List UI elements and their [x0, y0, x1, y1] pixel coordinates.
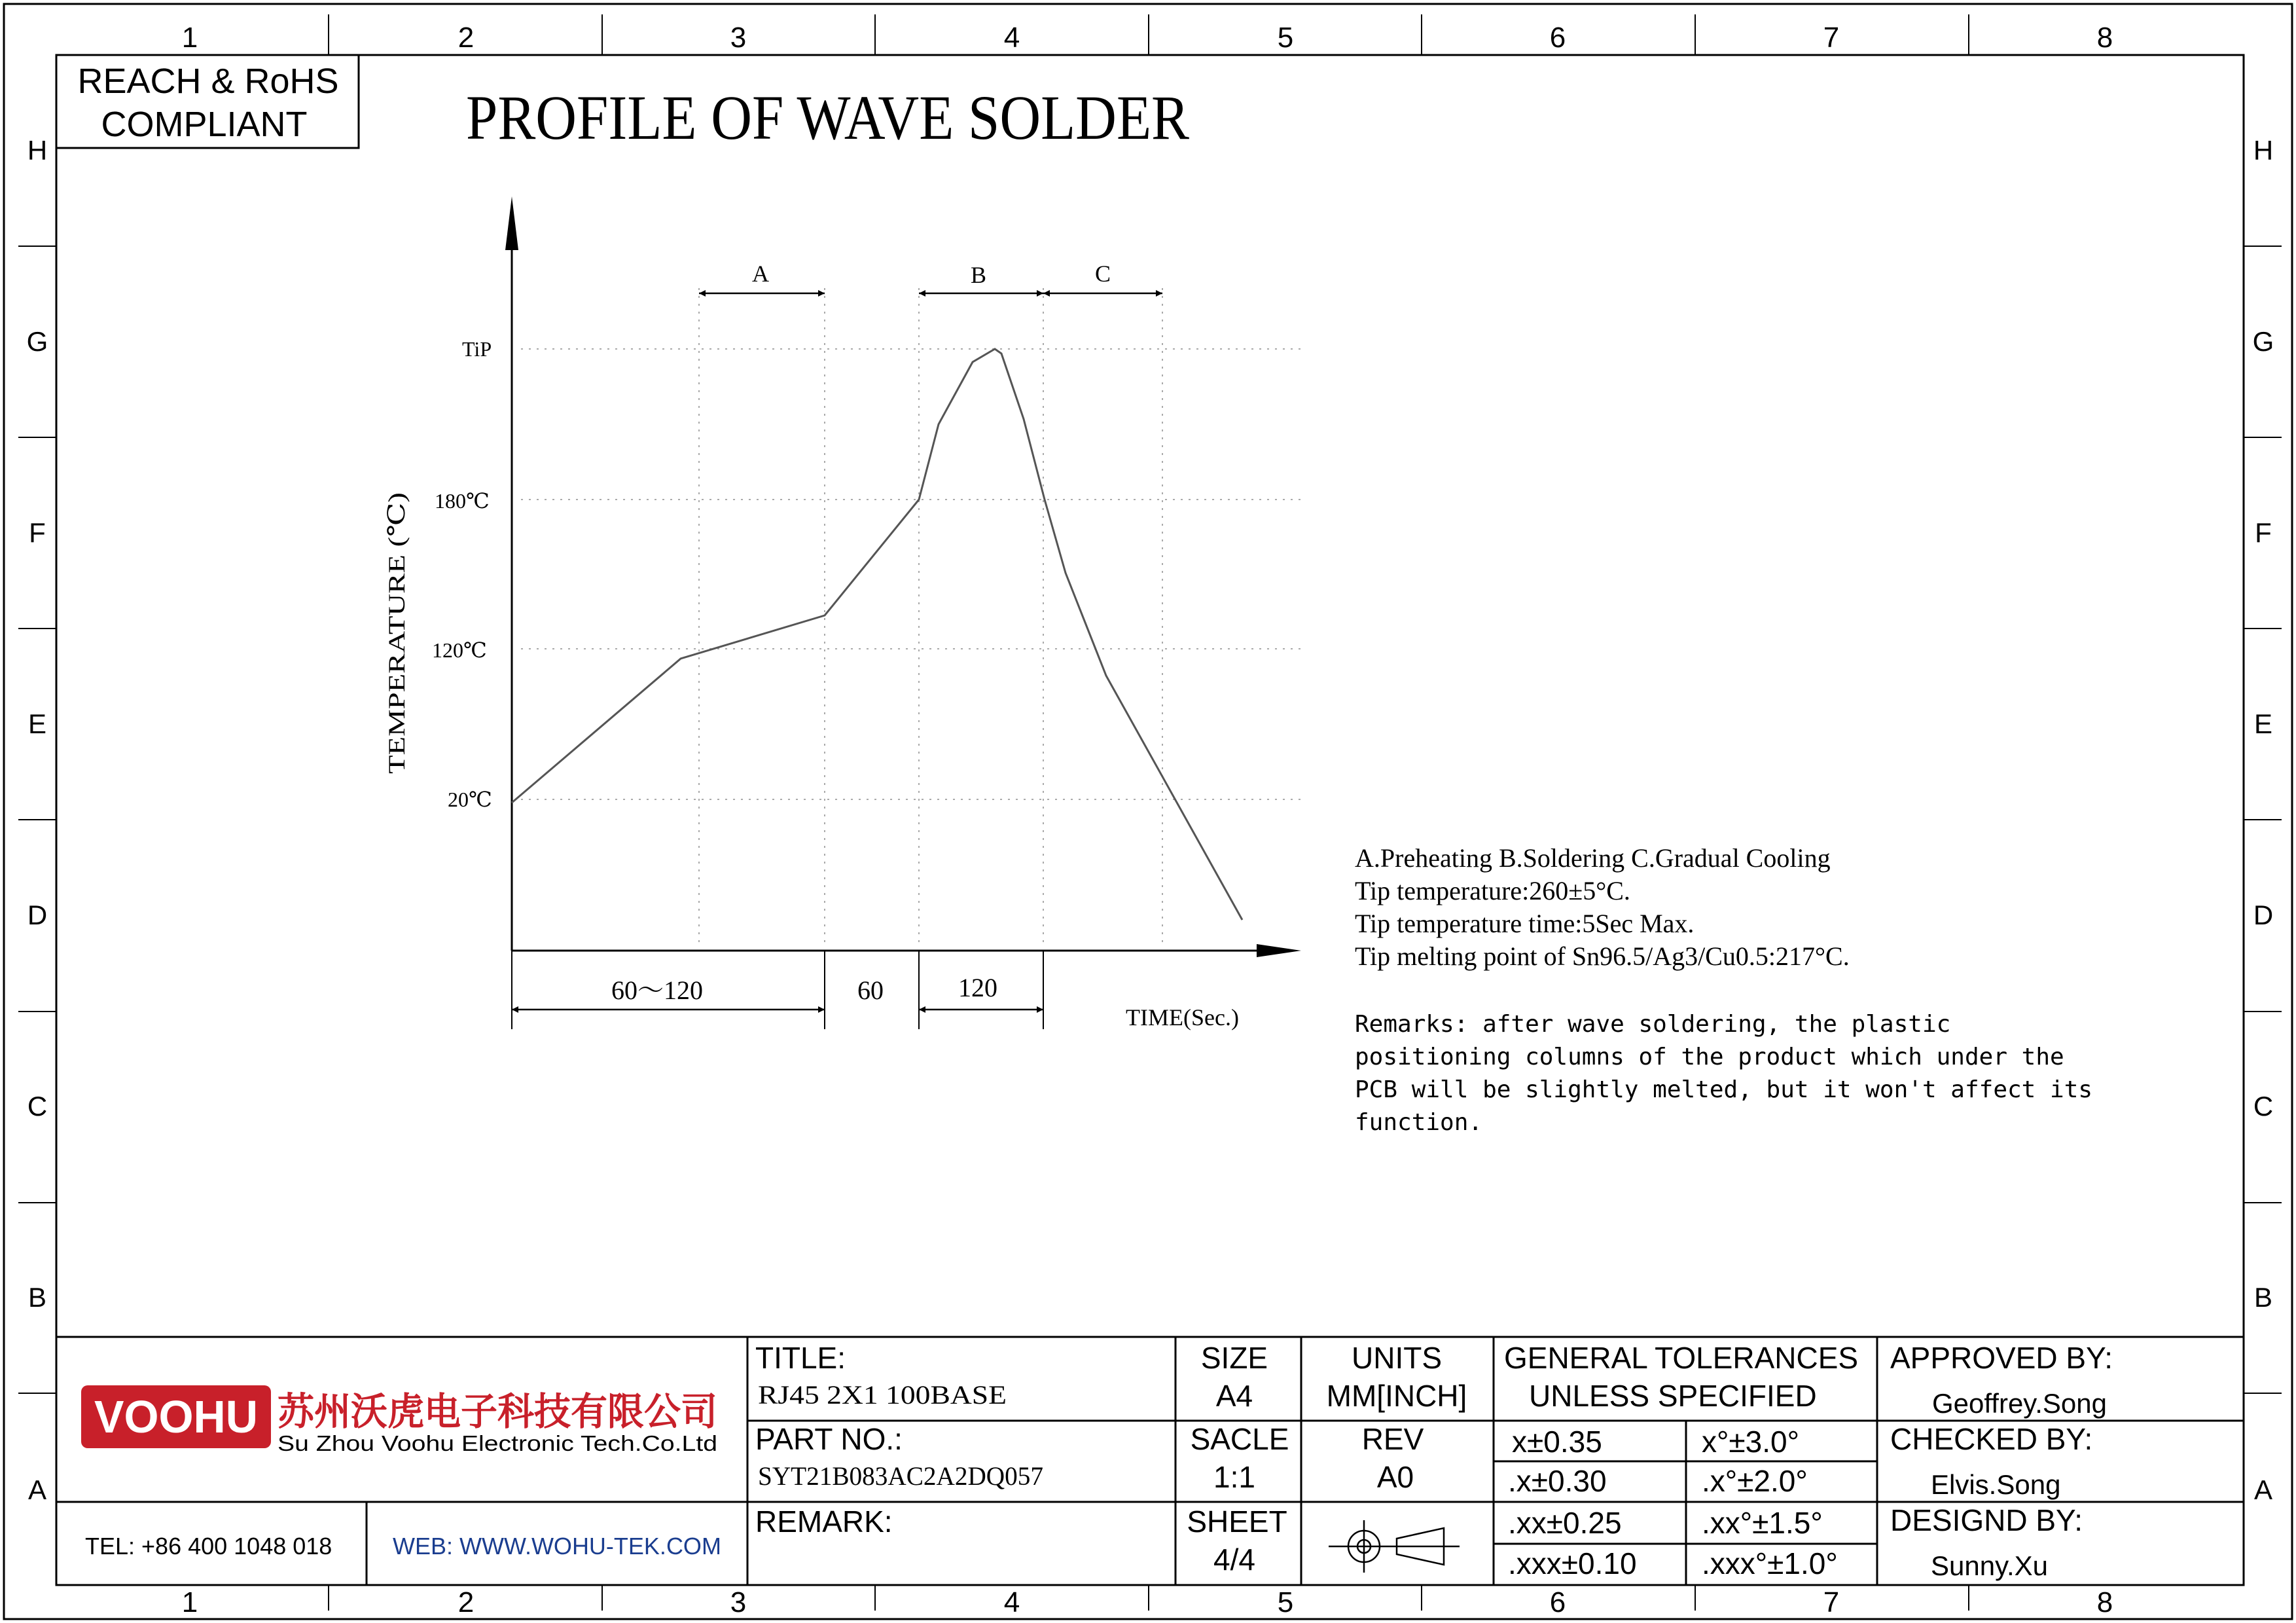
column-label-top: 4 [1003, 22, 1020, 54]
column-label-top: 1 [181, 22, 198, 54]
phase-label-a: A [752, 261, 769, 287]
tolerance-linear: .xx±0.25 [1508, 1506, 1622, 1540]
tolerance-angular: .x°±2.0° [1702, 1464, 1808, 1498]
remark-line: function. [1355, 1109, 1483, 1136]
tolerance-linear: x±0.35 [1512, 1425, 1602, 1459]
row-label-left: C [27, 1091, 48, 1122]
column-label-bottom: 2 [457, 1586, 475, 1618]
column-label-bottom: 8 [2096, 1586, 2113, 1618]
x-axis-arrowhead [1257, 944, 1301, 957]
units-value: MM[INCH] [1326, 1379, 1467, 1413]
y-axis-label: TEMPERATURE (℃) [384, 556, 410, 774]
column-label-top: 6 [1549, 22, 1566, 54]
column-label-bottom: 4 [1003, 1586, 1020, 1618]
remark-line: PCB will be slightly melted, but it won't affect its [1355, 1076, 2093, 1103]
note-line: Tip temperature time:5Sec Max. [1355, 909, 1695, 938]
column-label-bottom: 5 [1277, 1586, 1294, 1618]
column-label-top: 3 [730, 22, 747, 54]
size-label: SIZE [1200, 1341, 1268, 1375]
column-label-bottom: 1 [181, 1586, 198, 1618]
tolerance-title: GENERAL TOLERANCES [1504, 1341, 1859, 1375]
column-label-bottom: 3 [730, 1586, 747, 1618]
title-block [56, 1337, 2244, 1585]
checked-by-label: CHECKED BY: [1890, 1422, 2093, 1456]
logo-text: VOOHU [94, 1391, 258, 1442]
note-line: Tip temperature:260±5°C. [1355, 876, 1630, 905]
y-tick-label: TiP [462, 337, 492, 361]
designed-by-name: Sunny.Xu [1931, 1550, 2049, 1581]
drawing-frame [4, 4, 2292, 1619]
remarks [1355, 1011, 2092, 1136]
x-axis-label: TIME(Sec.) [1126, 1004, 1239, 1030]
y-tick-label: 20℃ [448, 788, 492, 811]
note-line: Tip melting point of Sn96.5/Ag3/Cu0.5:217°C. [1355, 941, 1850, 971]
part-number-value: SYT21B083AC2A2DQ057 [758, 1461, 1043, 1491]
row-label-right: G [2252, 326, 2274, 357]
remark-line: Remarks: after wave soldering, the plastic [1355, 1011, 1951, 1038]
time-segment-label: 60～120 [611, 976, 703, 1005]
sheet-label: SHEET [1187, 1504, 1287, 1539]
y-tick-label: 180℃ [435, 489, 490, 513]
approved-by-name: Geoffrey.Song [1932, 1388, 2107, 1419]
row-label-right: A [2253, 1474, 2273, 1505]
title-label: TITLE: [755, 1341, 846, 1375]
row-label-left: A [27, 1474, 47, 1505]
tolerance-subtitle: UNLESS SPECIFIED [1529, 1379, 1817, 1413]
sheet-value: 4/4 [1213, 1542, 1255, 1577]
title-value: RJ45 2X1 100BASE [758, 1380, 1007, 1410]
row-label-left: F [29, 517, 46, 548]
checked-by-name: Elvis.Song [1931, 1469, 2061, 1500]
column-label-top: 8 [2096, 22, 2113, 54]
scale-label: SACLE [1190, 1422, 1289, 1456]
row-label-right: H [2253, 135, 2274, 166]
company-phone: TEL: +86 400 1048 018 [85, 1533, 332, 1559]
column-label-bottom: 6 [1549, 1586, 1566, 1618]
chart-grid [521, 288, 1302, 943]
part-number-label: PART NO.: [755, 1422, 903, 1456]
row-label-left: G [26, 326, 48, 357]
note-line: A.Preheating B.Soldering C.Gradual Cooling [1355, 843, 1831, 873]
column-label-bottom: 7 [1823, 1586, 1840, 1618]
scale-value: 1:1 [1213, 1460, 1255, 1494]
remark-label: REMARK: [755, 1504, 893, 1539]
row-label-right: F [2255, 517, 2272, 548]
company-website[interactable]: WEB: WWW.WOHU-TEK.COM [393, 1533, 721, 1559]
phase-label-c: C [1094, 261, 1111, 287]
tolerance-angular: .xx°±1.5° [1702, 1506, 1823, 1540]
revision-label: REV [1361, 1422, 1424, 1456]
wave-solder-profile-chart [384, 196, 1302, 1030]
approved-by-label: APPROVED BY: [1890, 1341, 2113, 1375]
remark-line: positioning columns of the product which under the [1355, 1044, 2064, 1070]
row-label-left: E [27, 708, 47, 739]
row-label-right: B [2253, 1282, 2273, 1313]
designed-by-label: DESIGND BY: [1890, 1503, 2083, 1537]
temperature-curve [512, 349, 1242, 920]
row-label-right: D [2253, 900, 2274, 930]
compliance-line-1: REACH & RoHS [77, 62, 339, 101]
tolerance-angular: .xxx°±1.0° [1702, 1546, 1838, 1580]
tolerance-linear: .xxx±0.10 [1508, 1546, 1637, 1580]
column-label-top: 2 [457, 22, 475, 54]
y-axis-arrowhead [505, 196, 518, 250]
tolerance-linear: .x±0.30 [1508, 1464, 1607, 1498]
projection-symbol-icon [1329, 1520, 1460, 1573]
company-name-chinese: 苏州沃虎电子科技有限公司 [278, 1391, 717, 1433]
revision-value: A0 [1376, 1460, 1414, 1494]
row-zone-markers [18, 246, 2282, 1393]
y-tick-label: 120℃ [432, 638, 487, 662]
time-segment-label: 120 [958, 973, 997, 1002]
size-value: A4 [1215, 1379, 1253, 1413]
column-label-top: 5 [1277, 22, 1294, 54]
row-label-left: B [27, 1282, 47, 1313]
row-label-right: E [2253, 708, 2273, 739]
compliance-line-2: COMPLIANT [101, 105, 308, 144]
page-title: PROFILE OF WAVE SOLDER [466, 82, 1189, 153]
row-label-left: D [27, 900, 48, 930]
units-label: UNITS [1352, 1341, 1442, 1375]
compliance-box [56, 55, 359, 148]
time-segment-label: 60 [857, 976, 884, 1005]
process-notes [1355, 843, 1850, 971]
row-label-left: H [27, 135, 48, 166]
column-label-top: 7 [1823, 22, 1840, 54]
tolerance-angular: x°±3.0° [1702, 1425, 1799, 1459]
phase-label-b: B [970, 262, 987, 288]
row-label-right: C [2253, 1091, 2274, 1122]
company-name-english: Su Zhou Voohu Electronic Tech.Co.Ltd [278, 1431, 717, 1455]
